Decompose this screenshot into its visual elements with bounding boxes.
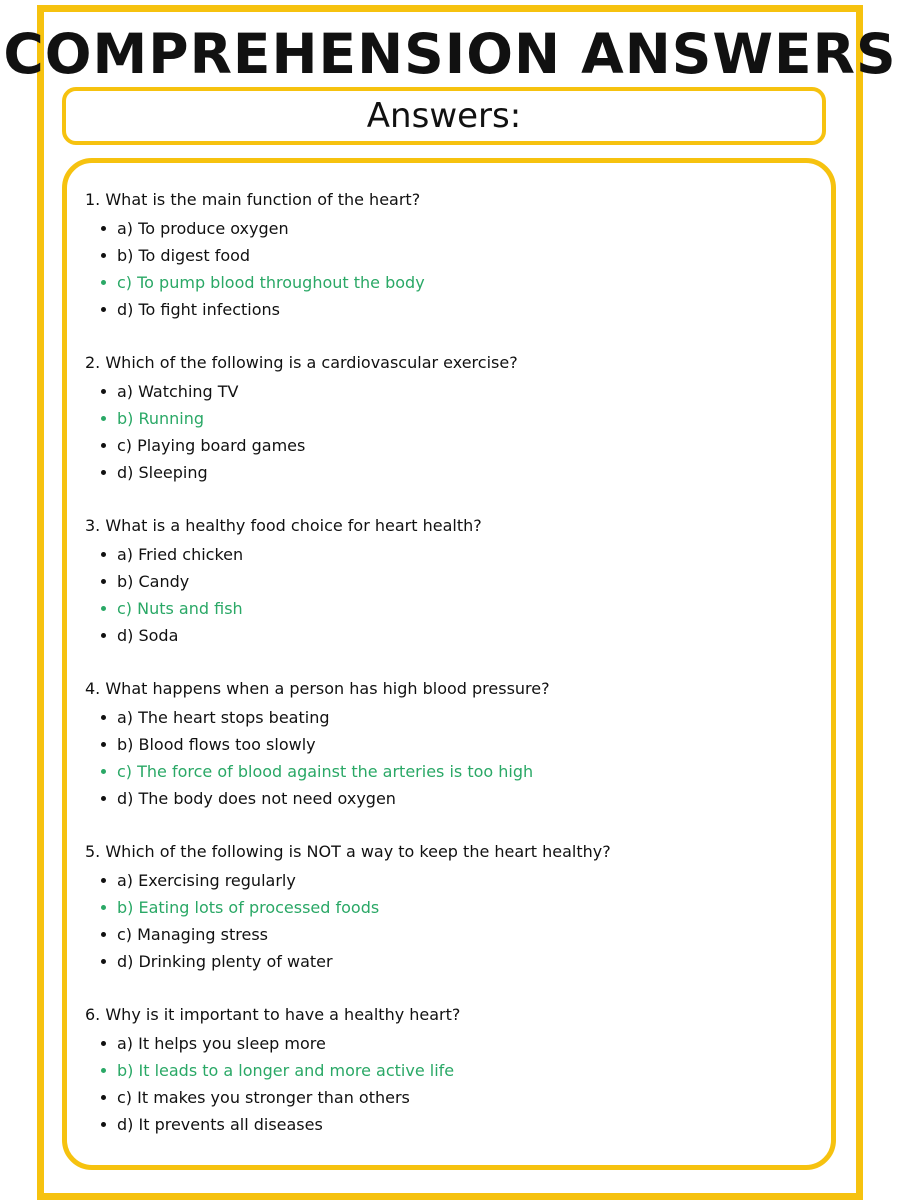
question-text: 5. Which of the following is NOT a way to keep the heart healthy?: [85, 842, 611, 861]
answer-option: [101, 1084, 831, 1111]
answer-option-label: c) It makes you stronger than others: [117, 1088, 410, 1107]
bullet-icon: [101, 742, 106, 747]
answer-option: [101, 948, 831, 975]
bullet-icon: [101, 226, 106, 231]
answer-option-label: a) It helps you sleep more: [117, 1034, 326, 1053]
bullet-icon: [101, 1068, 106, 1073]
bullet-icon: [101, 633, 106, 638]
bullet-icon: [101, 307, 106, 312]
answer-option-label: a) Exercising regularly: [117, 871, 296, 890]
answer-options: [85, 215, 831, 323]
answer-option-label: c) To pump blood throughout the body: [117, 273, 425, 292]
answers-banner: [62, 87, 826, 145]
answer-options: [85, 541, 831, 649]
answer-option-label: c) Managing stress: [117, 925, 269, 944]
answer-option-label: b) Eating lots of processed foods: [117, 898, 380, 917]
question-block-1: [85, 187, 831, 323]
bullet-icon: [101, 552, 106, 557]
page-title: COMPREHENSION ANSWERS: [3, 22, 897, 86]
answer-options: [85, 867, 831, 975]
bullet-icon: [101, 769, 106, 774]
answer-option: [101, 785, 831, 812]
answer-option: [101, 1111, 831, 1138]
answer-option: [101, 432, 831, 459]
answer-option: [101, 459, 831, 486]
question-text: 2. Which of the following is a cardiovascular exercise?: [85, 353, 518, 372]
answer-option-correct: [101, 758, 831, 785]
answer-option-label: d) It prevents all diseases: [117, 1115, 323, 1134]
question-block-6: [85, 1002, 831, 1138]
answer-option: [101, 921, 831, 948]
bullet-icon: [101, 606, 106, 611]
answer-option: [101, 378, 831, 405]
answer-option: [101, 867, 831, 894]
answer-option: [101, 242, 831, 269]
answers-banner-label: Answers:: [366, 96, 522, 136]
answer-option: [101, 1030, 831, 1057]
question-block-4: [85, 676, 831, 812]
answer-option-correct: [101, 894, 831, 921]
answers-content-box: [62, 158, 836, 1170]
answer-option: [101, 215, 831, 242]
question-block-2: [85, 350, 831, 486]
answer-options: [85, 704, 831, 812]
answer-option: [101, 541, 831, 568]
answer-option: [101, 731, 831, 758]
questions-list: [85, 187, 831, 1138]
answer-option-label: b) It leads to a longer and more active life: [117, 1061, 455, 1080]
answer-option-label: a) The heart stops beating: [117, 708, 330, 727]
answer-option-label: c) Nuts and fish: [117, 599, 243, 618]
bullet-icon: [101, 1095, 106, 1100]
answer-option: [101, 622, 831, 649]
answer-option-correct: [101, 405, 831, 432]
bullet-icon: [101, 443, 106, 448]
answer-option-label: d) Soda: [117, 626, 179, 645]
answer-option: [101, 296, 831, 323]
answer-option-label: b) Running: [117, 409, 205, 428]
question-block-5: [85, 839, 831, 975]
answer-option-label: d) The body does not need oxygen: [117, 789, 396, 808]
answer-options: [85, 378, 831, 486]
answer-option-label: d) Drinking plenty of water: [117, 952, 333, 971]
answer-option-correct: [101, 1057, 831, 1084]
answer-option-correct: [101, 269, 831, 296]
question-text: 1. What is the main function of the heart?: [85, 190, 421, 209]
answer-option-label: a) Fried chicken: [117, 545, 244, 564]
bullet-icon: [101, 416, 106, 421]
bullet-icon: [101, 959, 106, 964]
bullet-icon: [101, 796, 106, 801]
bullet-icon: [101, 1122, 106, 1127]
answer-option-label: b) Blood flows too slowly: [117, 735, 316, 754]
bullet-icon: [101, 878, 106, 883]
bullet-icon: [101, 253, 106, 258]
question-text: 3. What is a healthy food choice for heart health?: [85, 516, 482, 535]
bullet-icon: [101, 715, 106, 720]
bullet-icon: [101, 389, 106, 394]
answer-option-label: c) Playing board games: [117, 436, 306, 455]
answer-option-label: b) To digest food: [117, 246, 251, 265]
answer-option-label: a) Watching TV: [117, 382, 239, 401]
bullet-icon: [101, 932, 106, 937]
bullet-icon: [101, 579, 106, 584]
answer-option: [101, 568, 831, 595]
answer-option-label: d) Sleeping: [117, 463, 208, 482]
question-text: 6. Why is it important to have a healthy heart?: [85, 1005, 461, 1024]
question-text: 4. What happens when a person has high blood pressure?: [85, 679, 550, 698]
bullet-icon: [101, 905, 106, 910]
answer-option-label: b) Candy: [117, 572, 190, 591]
bullet-icon: [101, 470, 106, 475]
answer-option-correct: [101, 595, 831, 622]
answer-option: [101, 704, 831, 731]
answer-option-label: c) The force of blood against the arteries is too high: [117, 762, 534, 781]
answer-options: [85, 1030, 831, 1138]
bullet-icon: [101, 280, 106, 285]
question-block-3: [85, 513, 831, 649]
bullet-icon: [101, 1041, 106, 1046]
answer-option-label: d) To fight infections: [117, 300, 280, 319]
answer-option-label: a) To produce oxygen: [117, 219, 289, 238]
